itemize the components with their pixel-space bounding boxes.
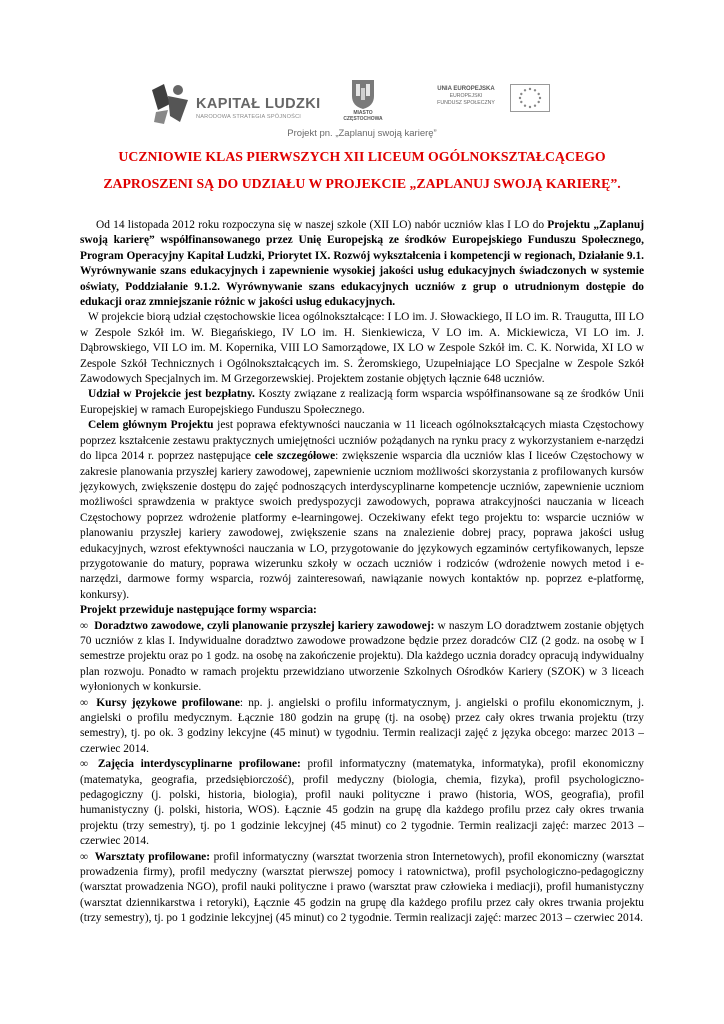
paragraph-free <box>80 387 644 418</box>
document-body <box>80 218 644 927</box>
city-label-2: CZĘSTOCHOWA <box>343 116 383 122</box>
forms-heading-text: Projekt przewiduje następujące formy wsparcia: <box>80 604 317 617</box>
funding-note: Koszty związane z realizacją form wsparcia współfinansowane są ze środków Unii Europejskiej w ramach Europejskiego Funduszu Społecznego. <box>80 388 644 416</box>
bullet-icon: ∞ <box>80 619 89 632</box>
bullet-icon: ∞ <box>80 758 89 771</box>
form-item-interdisciplinary <box>80 757 644 849</box>
kapital-ludzki-figure-icon <box>150 82 194 126</box>
paragraph-intro <box>80 218 644 310</box>
specific-goals-text: : zwiększenie wsparcia dla uczniów klas I liceów Częstochowy w zakresie planowania przyszłej kariery zawodowej, zapewnienie uczniom możliwości skorzystania z profilowanych kursów językowych, zwiększenie dostępu do zajęć podnoszących interdyscyplinarne kompetencje uczniów, zapewnienie uczniom możliwości sprawdzenia w praktyce swoich predyspozycji zawodowych, poprawa atrakcyjności nauczania w liceach Częstochowy poprzez wdrożenie platformy e-learningowej. Oczekiwany efekt tego projektu to: wsparcie uczniów w planowaniu przyszłej kariery zawodowej, zwiększenie szans na znalezienie dobrej pracy, poprawa jakości usług edukacyjnych, wzrost efektywności nauczania w LO, przygotowanie do językowych egzaminów certyfikowanych, lepsze przygotowanie do matury, poprawa wizerunku szkoły w oczach uczniów i rodziców (wdrożenie nowych metod i e-narzędzi, darmowe formy wsparcia, rozwój zainteresowań, nawiązanie nowych kontaktów np. poprzez e-platformę, konkursy). <box>80 450 644 601</box>
specific-goals-label: cele szczegółowe <box>254 450 336 463</box>
form-item-career-counseling <box>80 619 644 696</box>
city-label-1: MIASTO <box>353 110 373 116</box>
free-participation: Udział w Projekcie jest bezpłatny. <box>88 388 255 401</box>
bullet-icon: ∞ <box>80 696 89 709</box>
form-description: profil informatyczny (matematyka, informatyka), profil ekonomiczny (matematyka, geografia, przedsiębiorczość), profil medyczny (biologia, chemia, fizyka), profil psychologiczno-pedagogiczny (j. polski, historia, biologia), profil nauki polityczne i prawo (historia, WOS, geografia), profil humanistyczny (j. polski, historia, WOS). Łącznie 45 godzin na grupę dla każdego profilu przez cały okres trwania projektu (trzy semestry), tj. po 1 godzinie lekcyjnej (45 minut) co 2 tygodnie. Termin realizacji zajęć: marzec 2013 – czerwiec 2014. <box>80 758 644 848</box>
bullet-icon: ∞ <box>80 850 89 863</box>
form-title: Warsztaty profilowane: <box>94 850 211 863</box>
eu-line-3: FUNDUSZ SPOŁECZNY <box>437 100 495 106</box>
heading-line-1: UCZNIOWIE KLAS PIERWSZYCH XII LICEUM OGÓLNOKSZTAŁCĄCEGO <box>118 149 606 164</box>
form-description: profil informatyczny (warsztat tworzenia stron Internetowych), profil ekonomiczny (warsztat prowadzenia firmy), profil medyczny (warsztat pierwszej pomocy i ratownictwa), profil psychologiczno-pedagogiczny (warsztat prowadzenia NGO), profil nauki polityczne i prawo (warsztat praw człowieka i mediacji), profil humanistyczny (warsztat dziennikarstwa i retoryki), Łącznie 45 godzin na grupę dla każdego profilu przez cały okres trwania projektu (trzy semestry), tj. po 1 godzinie lekcyjnej (45 minut) co 2 tygodnie. Termin realizacji zajęć: marzec 2013 – czerwiec 2014. <box>80 850 644 925</box>
city-crest-icon <box>350 78 376 110</box>
main-goal-text: jest poprawa efektywności nauczania w 11 liceach ogólnokształcących miasta Częstochowy poprzez kształcenie zestawu praktycznych umiejętności uczniów pożądanych na rynku pracy z wykorzystaniem e-narzędzi do lipca 2014 r. poprzez następujące <box>80 419 644 463</box>
eu-line-2: EUROPEJSKI <box>449 93 483 99</box>
form-item-workshops <box>80 850 644 927</box>
main-goal-label: Celem głównym Projektu <box>88 419 214 432</box>
intro-text: Od 14 listopada 2012 roku rozpoczyna się w naszej szkole (XII LO) nabór uczniów klas I LO do <box>96 219 548 231</box>
project-subtitle: Projekt pn. „Zaplanuj swoją karierę” <box>287 128 437 139</box>
kapital-ludzki-name: KAPITAŁ LUDZKI <box>196 96 321 112</box>
intro-project-description: Projektu „Zaplanuj swoją karierę” współfinansowanego przez Unię Europejską ze środków Europejskiego Funduszu Społecznego, Program Operacyjny Kapitał Ludzki, Priorytet IX. Rozwój wykształcenia i kompetencji w regionach, Działanie 9.1. Wyrównywanie szans edukacyjnych i zapewnienie wysokiej jakości usług edukacyjnych świadczonych w systemie oświaty, Poddziałanie 9.1.2. Wyrównywanie szans edukacyjnych uczniów z grup o utrudnionym dostępie do edukacji oraz zmniejszanie różnic w jakości usług edukacyjnych. <box>80 219 645 309</box>
kapital-ludzki-subtitle: NARODOWA STRATEGIA SPÓJNOŚCI <box>196 114 302 120</box>
form-item-language-courses <box>80 696 644 758</box>
form-title: Kursy językowe profilowane <box>96 696 240 709</box>
form-description: w naszym LO doradztwem zostanie objętych 70 uczniów z klas I. Indywidualne doradztwo zawodowe prowadzone będzie przez doradców CIZ (2 godz. na osobę w I semestrze projektu oraz po 1 godz. na osobę na zakończenie projektu). Dla każdego ucznia doradcy opracują indywidualny plan rozwoju. Ponadto w ramach projektu przewidziano utworzenie Szkolnych Ośrodków Kariery (SZOK) w 3 liceach wyłonionych w konkursie. <box>80 619 644 694</box>
heading-line-2: ZAPROSZENI SĄ DO UDZIAŁU W PROJEKCIE „ZAPLANUJ SWOJĄ KARIERĘ”. <box>103 176 621 191</box>
paragraph-participants: W projekcie biorą udział częstochowskie licea ogólnokształcące: I LO im. J. Słowackiego, II LO im. R. Traugutta, III LO w Zespole Szkół im. W. Biegańskiego, IV LO im. H. Sienkiewicza, V LO im. A. Mickiewicza, VI LO im. J. Dąbrowskiego, VII LO im. M. Kopernika, VIII LO Samorządowe, IX LO w Zespole Szkół im. C. K. Norwida, XI LO w Zespole Szkół Technicznych i Ogólnokształcących im. S. Żeromskiego, Uzupełniające LO Specjalne w Zespole Szkół Zawodowych Specjalnych im. M Grzegorzewskiej. Projektem zostanie objętych łącznie 648 uczniów. <box>80 311 644 386</box>
form-description: : np. j. angielski o profilu informatycznym, j. angielski o profilu ekonomicznym, j. angielski o profilu medycznym. Łącznie 180 godzin na grupę (tj. na osobę) przez cały okres trwania projektu (trzy semestry), tj. po ok. 3 godziny lekcyjne (45 minut) w tygodniu. Termin realizacji zajęć z języka obcego: marzec 2013 – czerwiec 2014. <box>80 696 644 755</box>
eu-line-1: UNIA EUROPEJSKA <box>437 86 495 92</box>
forms-heading <box>80 603 644 618</box>
eu-fund-logo <box>428 84 548 124</box>
paragraph-goals <box>80 418 644 603</box>
eu-flag-icon <box>510 84 550 112</box>
kapital-ludzki-logo <box>150 82 321 132</box>
form-title: Doradztwo zawodowe, czyli planowanie przyszłej kariery zawodowej: <box>94 619 435 632</box>
form-title: Zajęcia interdyscyplinarne profilowane: <box>97 758 301 771</box>
